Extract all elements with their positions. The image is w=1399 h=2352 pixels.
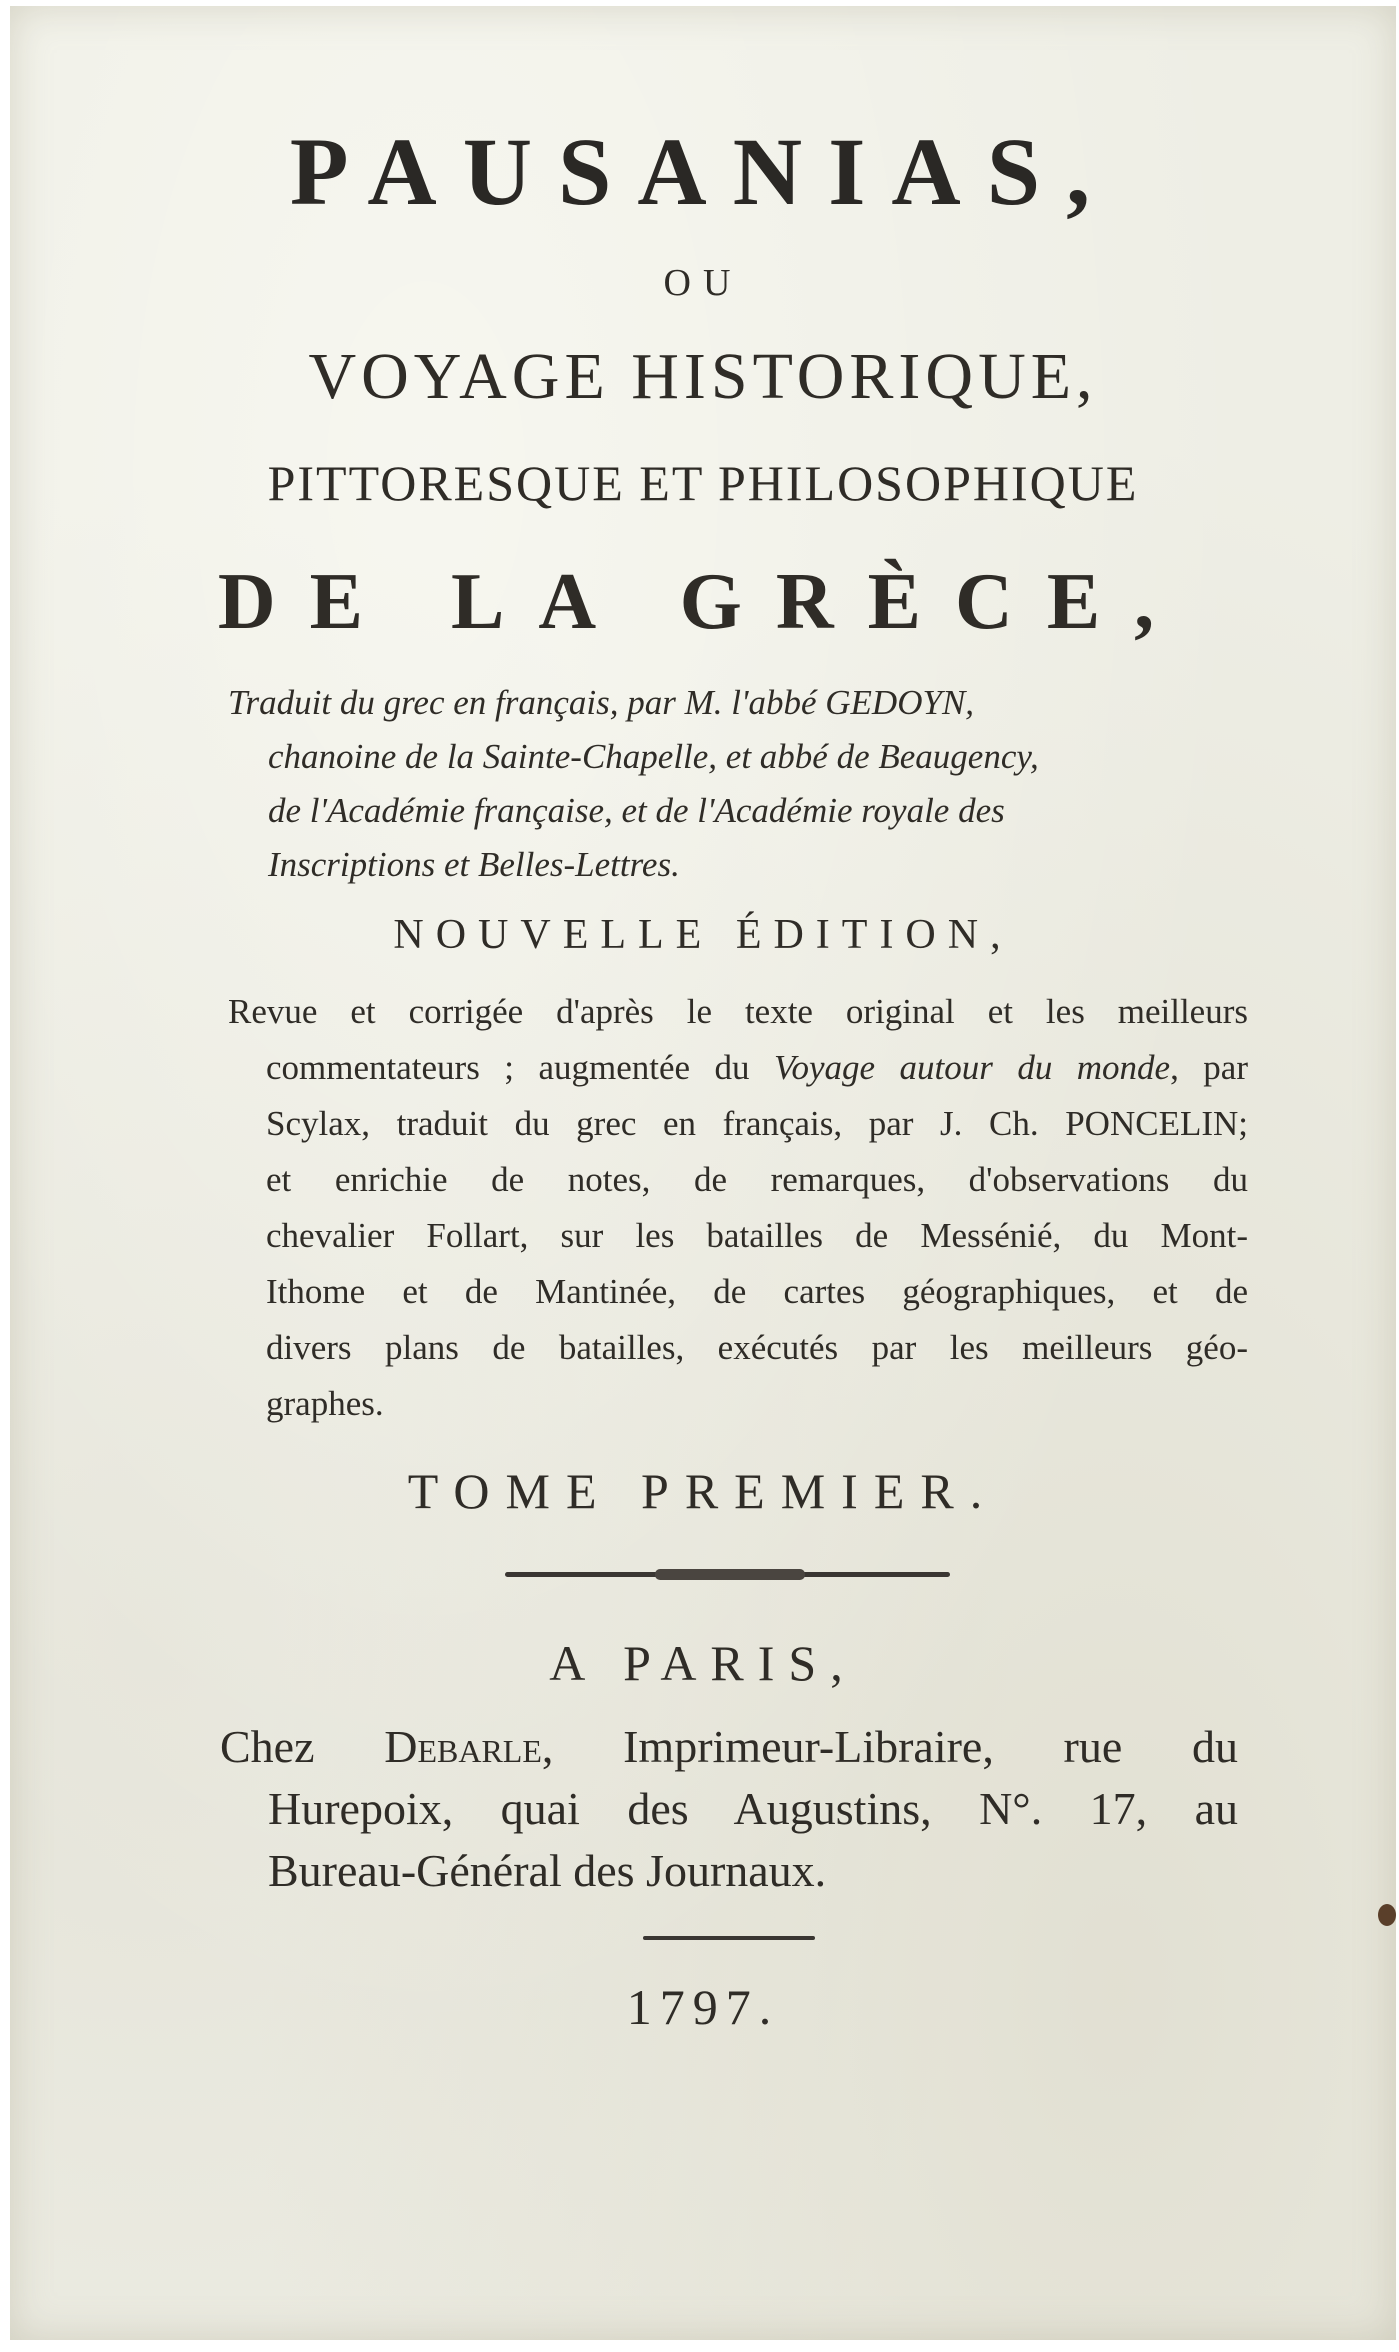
description-line: divers plans de batailles, exécutés par les meilleurs géo- [266,1328,1248,1367]
description-line: Revue et corrigée d'après le texte original et les meilleurs [228,992,1248,1031]
title-page [10,6,1396,2340]
publisher-line [220,1716,1238,1778]
publisher-prefix: Chez [220,1721,315,1772]
publication-year: 1797. [626,1979,780,2035]
description-line [266,1040,1248,1096]
description-line: et enrichie de notes, de remarques, d'observations du [266,1160,1248,1199]
conjunction-ou: OU [663,262,743,304]
short-rule [643,1936,815,1940]
description-italic-title: Voyage autour du monde [773,1048,1171,1087]
rule-ornament [655,1569,805,1580]
description-text: commentateurs ; augmentée du [266,1048,750,1087]
translator-line: Traduit du grec en français, par M. l'abbé GEDOYN, [228,683,975,722]
description-line: Scylax, traduit du grec en français, par J. Ch. PONCELIN; [266,1104,1248,1143]
translator-line: chanoine de la Sainte-Chapelle, et abbé de Beaugency, [268,737,1039,776]
publisher-line: Hurepoix, quai des Augustins, N°. 17, au [268,1783,1238,1834]
paper-stain [1378,1904,1396,1926]
imprint-place: A PARIS, [549,1635,857,1691]
subtitle-line-2: PITTORESQUE ET PHILOSOPHIQUE [267,455,1139,511]
description-line: Ithome et de Mantinée, de cartes géographiques, et de [266,1272,1248,1311]
description-line: graphes. [266,1384,384,1423]
volume-label: TOME PREMIER. [407,1463,999,1519]
edition-heading: NOUVELLE ÉDITION, [393,912,1013,958]
publisher-name: Debarle [384,1721,542,1772]
translator-line: de l'Académie française, et de l'Académie royale des [268,791,1005,830]
ornamental-rule [505,1572,950,1577]
book-title: PAUSANIAS, [289,118,1117,225]
translator-line: Inscriptions et Belles-Lettres. [268,845,680,884]
subtitle-line-1: VOYAGE HISTORIQUE, [308,340,1098,413]
subtitle-line-3: DE LA GRÈCE, [217,558,1189,646]
description-line: chevalier Follart, sur les batailles de Messénié, du Mont- [266,1216,1248,1255]
publisher-line: Bureau-Général des Journaux. [268,1845,827,1896]
description-text: , par [1170,1048,1248,1087]
publisher-suffix: , Imprimeur-Libraire, rue du [541,1721,1239,1772]
